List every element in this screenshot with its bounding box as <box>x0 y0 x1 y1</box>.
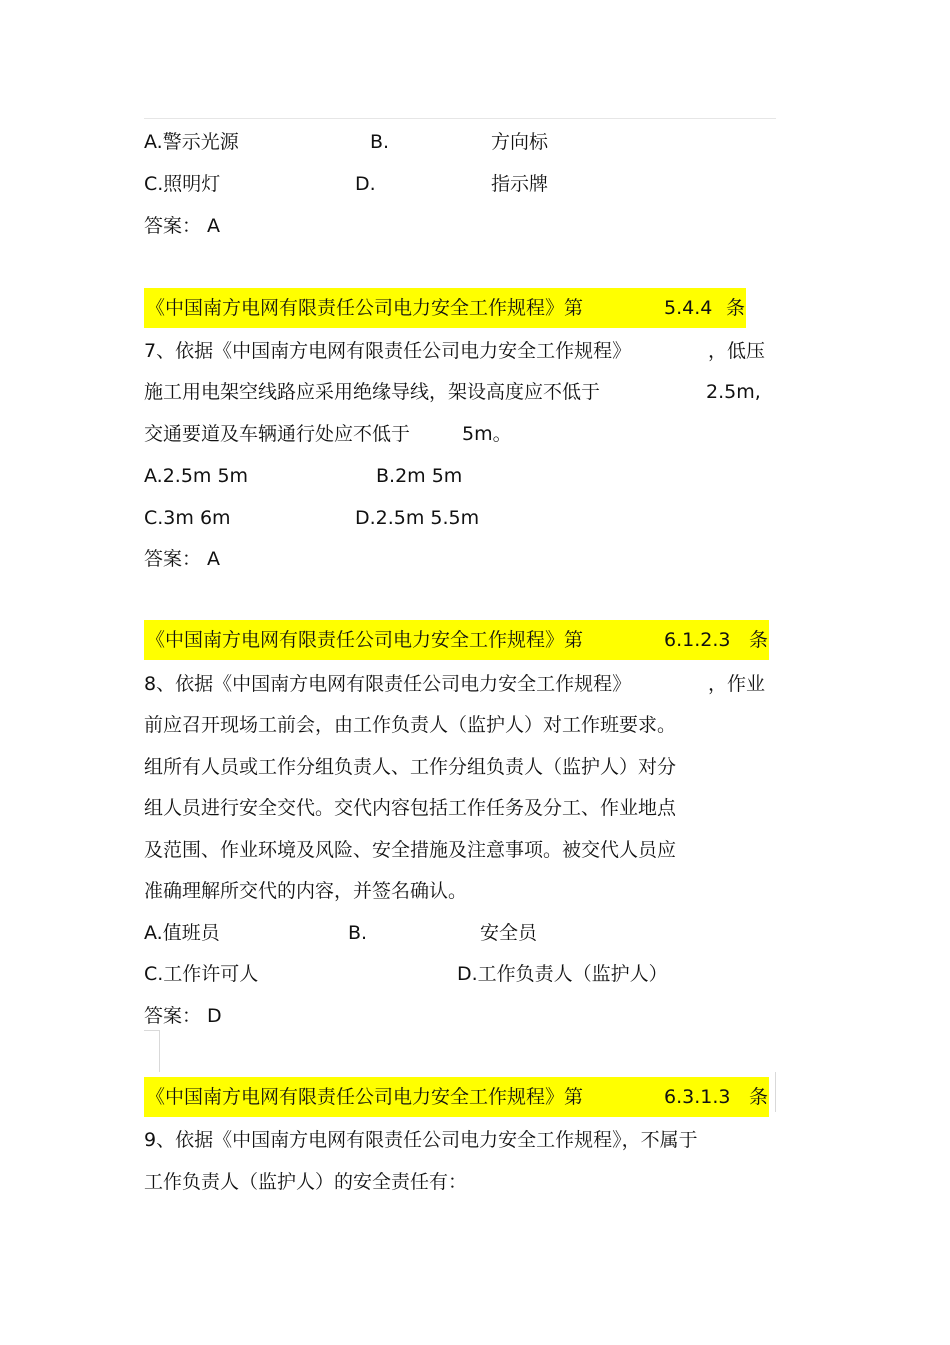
q8-line-1a: 8、依据《中国南方电网有限责任公司电力安全工作规程》 <box>144 673 632 695</box>
q6-option-a: A.警示光源 <box>144 131 239 153</box>
q6-option-d-letter: D. <box>355 173 376 195</box>
q8-line-5: 及范围、作业环境及风险、安全措施及注意事项。被交代人员应 <box>144 839 677 861</box>
frame-line <box>775 1072 776 1112</box>
q7-option-d: D.2.5m 5.5m <box>355 507 480 529</box>
q6-answer: 答案： A <box>144 215 221 237</box>
reference-title: 《中国南方电网有限责任公司电力安全工作规程》第 <box>146 1086 584 1108</box>
q8-answer: 答案： D <box>144 1005 222 1027</box>
q8-option-b-letter: B. <box>348 922 368 944</box>
q8-option-c: C.工作许可人 <box>144 963 259 985</box>
reference-highlight-6-1-2-3 <box>144 620 769 660</box>
q7-line-1a: 7、依据《中国南方电网有限责任公司电力安全工作规程》 <box>144 340 632 362</box>
q6-option-b-text: 方向标 <box>491 131 549 153</box>
q8-line-1b: ，作业 <box>708 673 766 695</box>
reference-clause: 5.4.4 <box>664 297 713 319</box>
q7-option-c: C.3m 6m <box>144 507 231 529</box>
reference-clause: 6.3.1.3 <box>664 1086 731 1108</box>
q7-line-2b: 2.5m, <box>706 381 761 403</box>
reference-suffix: 条 <box>749 629 769 651</box>
q8-line-4: 组人员进行安全交代。交代内容包括工作任务及分工、作业地点 <box>144 797 677 819</box>
reference-suffix: 条 <box>749 1086 769 1108</box>
q8-option-a: A.值班员 <box>144 922 220 944</box>
q9-line-2: 工作负责人（监护人）的安全责任有： <box>144 1171 468 1193</box>
reference-title: 《中国南方电网有限责任公司电力安全工作规程》第 <box>146 629 584 651</box>
reference-highlight-5-4-4 <box>144 288 746 328</box>
q8-line-2: 前应召开现场工前会，由工作负责人（监护人）对工作班要求。 <box>144 714 677 736</box>
q8-option-d: D.工作负责人（监护人） <box>457 963 668 985</box>
frame-line <box>159 1030 160 1072</box>
reference-highlight-6-3-1-3 <box>144 1077 769 1117</box>
q7-option-a: A.2.5m 5m <box>144 465 249 487</box>
q6-option-b-letter: B. <box>370 131 390 153</box>
q8-line-3: 组所有人员或工作分组负责人、工作分组负责人（监护人）对分 <box>144 756 677 778</box>
q7-line-3a: 交通要道及车辆通行处应不低于 <box>144 423 411 445</box>
reference-clause: 6.1.2.3 <box>664 629 731 651</box>
q7-line-1b: ，低压 <box>708 340 766 362</box>
q7-line-2a: 施工用电架空线路应采用绝缘导线，架设高度应不低于 <box>144 381 601 403</box>
q7-line-3b: 5m。 <box>462 423 512 445</box>
q8-option-b-text: 安全员 <box>480 922 538 944</box>
q6-option-d-text: 指示牌 <box>491 173 549 195</box>
q9-line-1: 9、依据《中国南方电网有限责任公司电力安全工作规程》，不属于 <box>144 1129 698 1151</box>
q6-option-c: C.照明灯 <box>144 173 221 195</box>
reference-suffix: 条 <box>726 297 746 319</box>
q7-answer: 答案： A <box>144 548 221 570</box>
reference-title: 《中国南方电网有限责任公司电力安全工作规程》第 <box>146 297 584 319</box>
top-rule <box>144 118 776 119</box>
q7-option-b: B.2m 5m <box>376 465 463 487</box>
q8-line-6: 准确理解所交代的内容，并签名确认。 <box>144 880 468 902</box>
frame-line <box>144 1030 160 1031</box>
